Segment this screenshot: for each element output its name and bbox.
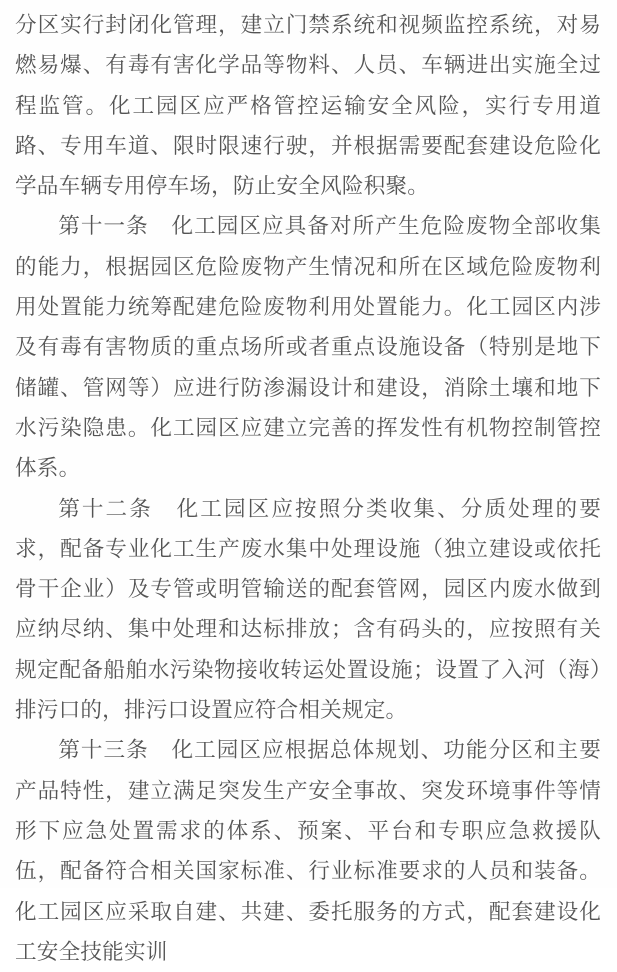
paragraph-article-12: 第十二条 化工园区应按照分类收集、分质处理的要求，配备专业化工生产废水集中处理设施（独立建设或依托骨干企业）及专管或明管输送的配套管网，园区内废水做到应纳尽纳、集中处理和达标排放；含有码头的，应按照有关规定配备船舶水污染物接收转运处置设施；设置了入河（海）排污口的，排污口设置应符合相关规定。 xyxy=(15,496,601,723)
paragraph-article-11: 第十一条 化工园区应具备对所产生危险废物全部收集的能力，根据园区危险废物产生情况和所在区域危险废物利用处置能力统筹配建危险废物利用处置能力。化工园区内涉及有毒有害物质的重点场所或者重点设施设备（特别是地下储罐、管网等）应进行防渗漏设计和建设，消除土壤和地下水污染隐患。化工园区应建立完善的挥发性有机物控制管控体系。 xyxy=(15,214,601,481)
paragraph-continuation: 分区实行封闭化管理，建立门禁系统和视频监控系统，对易燃易爆、有毒有害化学品等物料、人员、车辆进出实施全过程监管。化工园区应严格管控运输安全风险，实行专用道路、专用车道、限时限速行驶，并根据需要配套建设危险化学品车辆专用停车场，防止安全风险积聚。 xyxy=(15,13,601,199)
paragraph-article-13: 第十三条 化工园区应根据总体规划、功能分区和主要产品特性，建立满足突发生产安全事故、突发环境事件等情形下应急处置需求的体系、预案、平台和专职应急救援队伍，配备符合相关国家标准、行业标准要求的人员和装备。化工园区应采取自建、共建、委托服务的方式，配套建设化工安全技能实训 xyxy=(15,738,601,964)
